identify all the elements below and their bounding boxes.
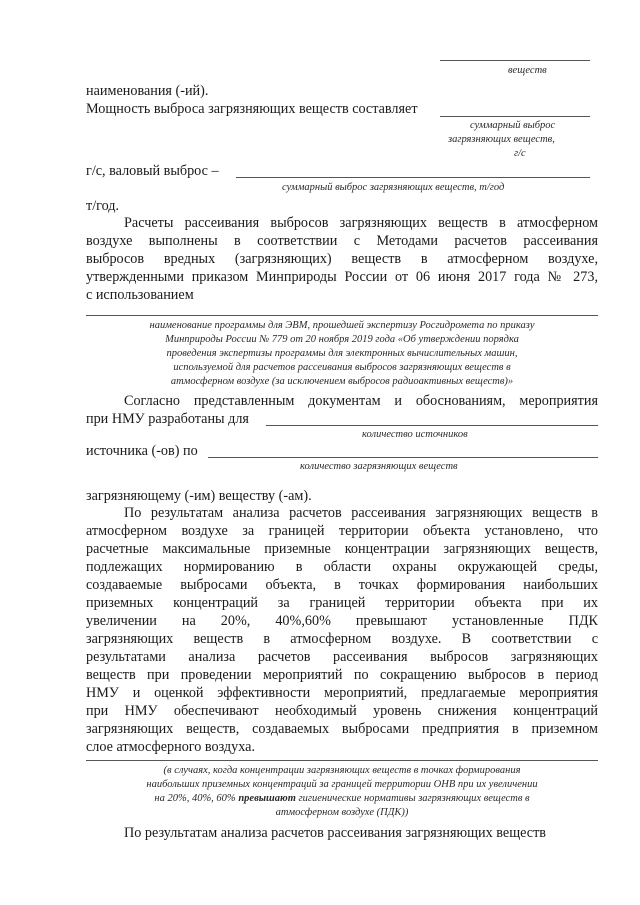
caption-veshchestv: веществ: [508, 65, 547, 76]
fill-line-gross-emission[interactable]: [236, 177, 590, 178]
para1-line-3: выбросов вредных (загрязняющих) веществ в атмосферном воздухе,: [86, 251, 598, 267]
para2-line-4: загрязняющему (-им) веществу (-ам).: [86, 488, 312, 504]
program-caption-5: атмосферном воздухе (за исключением выбросов радиоактивных веществ)»: [170, 376, 514, 387]
para1-line-1: Расчеты рассеивания выбросов загрязняющих веществ в атмосферном: [124, 215, 598, 231]
text-naimenovaniya: наименования (-ий).: [86, 83, 209, 99]
para2-line-3: источника (-ов) по: [86, 443, 198, 459]
para3-line-1: По результатам анализа расчетов рассеивания загрязняющих веществ в: [124, 505, 598, 521]
para3-line-10: веществ при проведении мероприятий по сокращению выбросов в период: [86, 667, 598, 683]
para2-line-2: при НМУ разработаны для: [86, 411, 249, 427]
note-line-3-pre: на 20%, 40%, 60%: [154, 793, 239, 804]
caption-valovoy: суммарный выброс загрязняющих веществ, т/год: [282, 182, 505, 193]
fill-line-program-name[interactable]: [86, 315, 598, 316]
fill-line-substances[interactable]: [440, 60, 590, 61]
fill-line-substances-count[interactable]: [208, 457, 598, 458]
text-gs-valovoy: г/с, валовый выброс –: [86, 163, 219, 179]
text-tgod: т/год.: [86, 198, 120, 214]
fill-line-sources-count[interactable]: [266, 425, 598, 426]
note-line-4: атмосферном воздухе (ПДК)): [275, 807, 409, 818]
para3-line-7: увеличении на 20%, 40%,60% превышают установленные ПДК: [86, 613, 598, 629]
para3-line-8: загрязняющих веществ в атмосферном воздухе. В соответствии с: [86, 631, 598, 647]
caption-istochnikov: количество источников: [362, 429, 468, 440]
para3-line-14: слое атмосферного воздуха.: [86, 739, 255, 755]
para3-line-11: НМУ и оценкой эффективности мероприятий, предлагаемые мероприятия: [86, 685, 598, 701]
para3-line-12: при НМУ обеспечивают необходимый уровень снижения концентраций: [86, 703, 598, 719]
program-caption-4: используемой для расчетов рассеивания выбросов загрязняющих веществ в: [173, 362, 511, 373]
para3-line-4: подлежащих нормированию в области охраны окружающей среды,: [86, 559, 598, 575]
para1-line-4: утвержденными приказом Минприроды России от 06 июня 2017 года № 273,: [86, 269, 598, 285]
note-line-3-post: гигиенические нормативы загрязняющих веществ в: [295, 793, 530, 804]
fill-line-total-emission[interactable]: [440, 116, 590, 117]
para3-line-2: атмосферном воздухе за границей территории объекта установлено, что: [86, 523, 598, 539]
note-line-1: (в случаях, когда концентрации загрязняющих веществ в точках формирования: [163, 765, 521, 776]
para4-line-1: По результатам анализа расчетов рассеивания загрязняющих веществ: [124, 825, 546, 841]
para3-line-13: загрязняющих веществ, создаваемых выбросами предприятия в приземном: [86, 721, 598, 737]
para3-line-5: создаваемые выбросами объекта, в точках формирования наибольших: [86, 577, 598, 593]
para1-line-5: с использованием: [86, 287, 194, 303]
caption-summ-1: суммарный выброс: [470, 120, 556, 131]
note-line-2: наибольших приземных концентраций за границей территории ОНВ при их увеличении: [146, 779, 538, 790]
program-caption-2: Минприроды России № 779 от 20 ноября 2019 года «Об утверждении порядка: [165, 334, 519, 345]
para1-line-2: воздухе выполнены в соответствии с Методами расчетов рассеивания: [86, 233, 598, 249]
fill-line-note[interactable]: [86, 760, 598, 761]
program-caption-3: проведения экспертизы программы для электронных вычислительных машин,: [166, 348, 518, 359]
para3-line-9: результатами анализа расчетов рассеивания выбросов загрязняющих: [86, 649, 598, 665]
caption-zagr-veshchestv: количество загрязняющих веществ: [300, 461, 458, 472]
para3-line-3: расчетные максимальные приземные концентрации загрязняющих веществ,: [86, 541, 598, 557]
program-caption-1: наименование программы для ЭВМ, прошедшей экспертизу Росгидромета по приказу: [149, 320, 535, 331]
text-moshchnost: Мощность выброса загрязняющих веществ составляет: [86, 101, 418, 117]
note-line-3: [86, 792, 598, 806]
caption-summ-3: г/с: [514, 148, 526, 159]
para3-line-6: приземных концентраций за границей территории объекта при их: [86, 595, 598, 611]
note-line-3-bold: превышают: [238, 793, 296, 804]
para2-line-1: Согласно представленным документам и обоснованиям, мероприятия: [124, 393, 598, 409]
caption-summ-2: загрязняющих веществ,: [448, 134, 555, 145]
